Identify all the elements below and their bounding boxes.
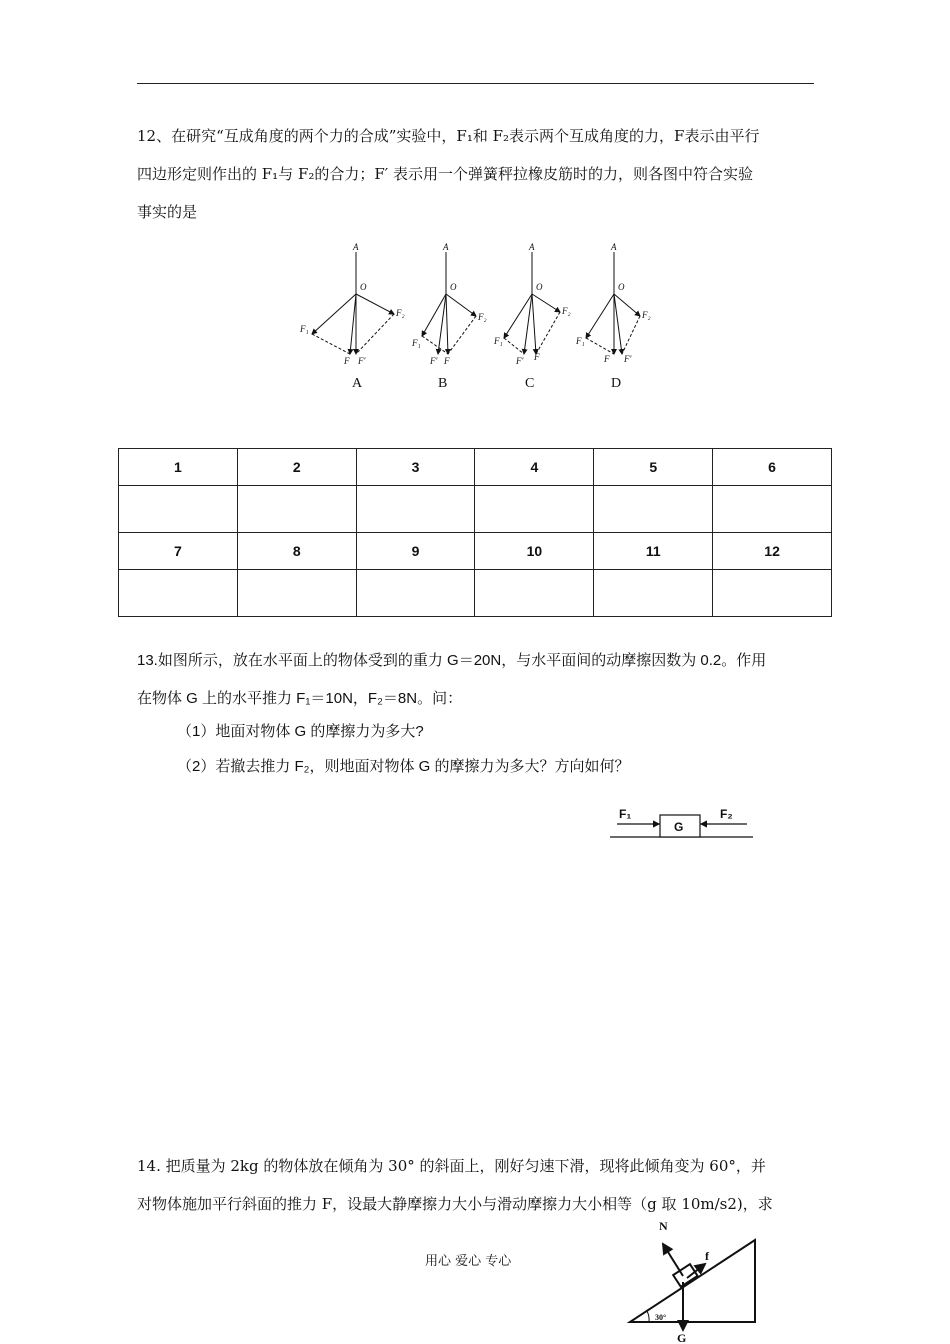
header-rule bbox=[137, 83, 814, 84]
answer-table bbox=[118, 448, 832, 617]
option-d-label: D bbox=[611, 376, 622, 391]
svg-text:G: G bbox=[674, 820, 684, 834]
q12-line-1: 12、在研究“互成角度的两个力的合成”实验中，F₁和 F₂表示两个互成角度的力，F表示由平行 bbox=[137, 127, 760, 145]
svg-text:F₁: F₁ bbox=[300, 324, 309, 334]
answer-header-cell: 5 bbox=[594, 449, 713, 486]
answer-cell[interactable] bbox=[119, 570, 238, 617]
q14-incline-figure bbox=[625, 1218, 765, 1344]
answer-cell[interactable] bbox=[475, 486, 594, 533]
svg-text:F₂: F₂ bbox=[562, 306, 571, 316]
answer-cell[interactable] bbox=[237, 486, 356, 533]
svg-text:F′: F′ bbox=[624, 354, 632, 364]
svg-text:O: O bbox=[450, 282, 457, 292]
option-b-label: B bbox=[438, 376, 448, 391]
answer-header-cell: 7 bbox=[119, 533, 238, 570]
svg-text:F₂: F₂ bbox=[720, 807, 733, 821]
svg-text:A: A bbox=[611, 242, 617, 252]
svg-text:N: N bbox=[659, 1219, 668, 1233]
q14-line-2: 对物体施加平行斜面的推力 F，设最大静摩擦力大小与滑动摩擦力大小相等（g 取 10m/s2)，求 bbox=[137, 1195, 773, 1213]
svg-text:A: A bbox=[353, 242, 359, 252]
q13-sub-2: （2）若撤去推力 F₂，则地面对物体 G 的摩擦力为多大？方向如何？ bbox=[177, 758, 630, 775]
q13-line-2: 在物体 G 上的水平推力 F₁＝10N，F₂＝8N。问： bbox=[137, 690, 463, 707]
svg-text:F: F bbox=[604, 354, 610, 364]
svg-text:F′: F′ bbox=[358, 356, 366, 366]
svg-text:F₂: F₂ bbox=[396, 308, 405, 318]
q14-line-1: 14. 把质量为 2kg 的物体放在倾角为 30° 的斜面上，刚好匀速下滑，现将此倾角变为 60°，并 bbox=[137, 1157, 766, 1175]
svg-text:G: G bbox=[677, 1331, 687, 1344]
svg-text:F₁: F₁ bbox=[619, 807, 632, 821]
svg-text:F₁: F₁ bbox=[576, 336, 585, 346]
svg-text:F₂: F₂ bbox=[478, 312, 487, 322]
svg-text:A: A bbox=[529, 242, 535, 252]
svg-text:f: f bbox=[705, 1249, 709, 1263]
diagram-a bbox=[312, 252, 394, 354]
answer-header-cell: 11 bbox=[594, 533, 713, 570]
answer-cell[interactable] bbox=[237, 570, 356, 617]
q13-line-1: 13.如图所示，放在水平面上的物体受到的重力 G＝20N，与水平面间的动摩擦因数为 0.2。作用 bbox=[137, 652, 767, 669]
svg-text:O: O bbox=[360, 282, 367, 292]
svg-text:F₁: F₁ bbox=[412, 338, 421, 348]
answer-cell[interactable] bbox=[356, 486, 475, 533]
answer-cell[interactable] bbox=[713, 486, 832, 533]
answer-cell[interactable] bbox=[594, 486, 713, 533]
diagram-c bbox=[504, 252, 560, 354]
q13-sub-1: （1）地面对物体 G 的摩擦力为多大? bbox=[177, 723, 424, 740]
diagram-b bbox=[422, 252, 476, 354]
svg-text:A: A bbox=[443, 242, 449, 252]
answer-header-cell: 10 bbox=[475, 533, 594, 570]
page-footer: 用心 爱心 专心 bbox=[425, 1254, 512, 1269]
q12-line-3: 事实的是 bbox=[137, 203, 198, 221]
q13-block-figure bbox=[605, 800, 760, 845]
answer-header-cell: 4 bbox=[475, 449, 594, 486]
svg-text:F₁: F₁ bbox=[494, 336, 503, 346]
answer-header-cell: 2 bbox=[237, 449, 356, 486]
svg-text:F₂: F₂ bbox=[642, 310, 651, 320]
svg-text:F: F bbox=[344, 356, 350, 366]
svg-text:F′: F′ bbox=[516, 356, 524, 366]
svg-text:F: F bbox=[534, 352, 540, 362]
svg-text:O: O bbox=[536, 282, 543, 292]
option-c-label: C bbox=[525, 376, 535, 391]
answer-cell[interactable] bbox=[356, 570, 475, 617]
q12-line-2: 四边形定则作出的 F₁与 F₂的合力；F′ 表示用一个弹簧秤拉橡皮筋时的力，则各图中符合实验 bbox=[137, 165, 753, 183]
force-diagrams bbox=[290, 238, 660, 398]
answer-header-cell: 6 bbox=[713, 449, 832, 486]
answer-header-cell: 3 bbox=[356, 449, 475, 486]
answer-cell[interactable] bbox=[713, 570, 832, 617]
svg-text:F: F bbox=[444, 356, 450, 366]
answer-cell[interactable] bbox=[594, 570, 713, 617]
diagram-d bbox=[586, 252, 640, 354]
answer-cell[interactable] bbox=[475, 570, 594, 617]
answer-header-cell: 1 bbox=[119, 449, 238, 486]
svg-text:F′: F′ bbox=[430, 356, 438, 366]
answer-header-cell: 12 bbox=[713, 533, 832, 570]
svg-text:30°: 30° bbox=[655, 1313, 667, 1322]
answer-header-cell: 9 bbox=[356, 533, 475, 570]
svg-text:O: O bbox=[618, 282, 625, 292]
answer-cell[interactable] bbox=[119, 486, 238, 533]
answer-header-cell: 8 bbox=[237, 533, 356, 570]
option-a-label: A bbox=[352, 376, 363, 391]
